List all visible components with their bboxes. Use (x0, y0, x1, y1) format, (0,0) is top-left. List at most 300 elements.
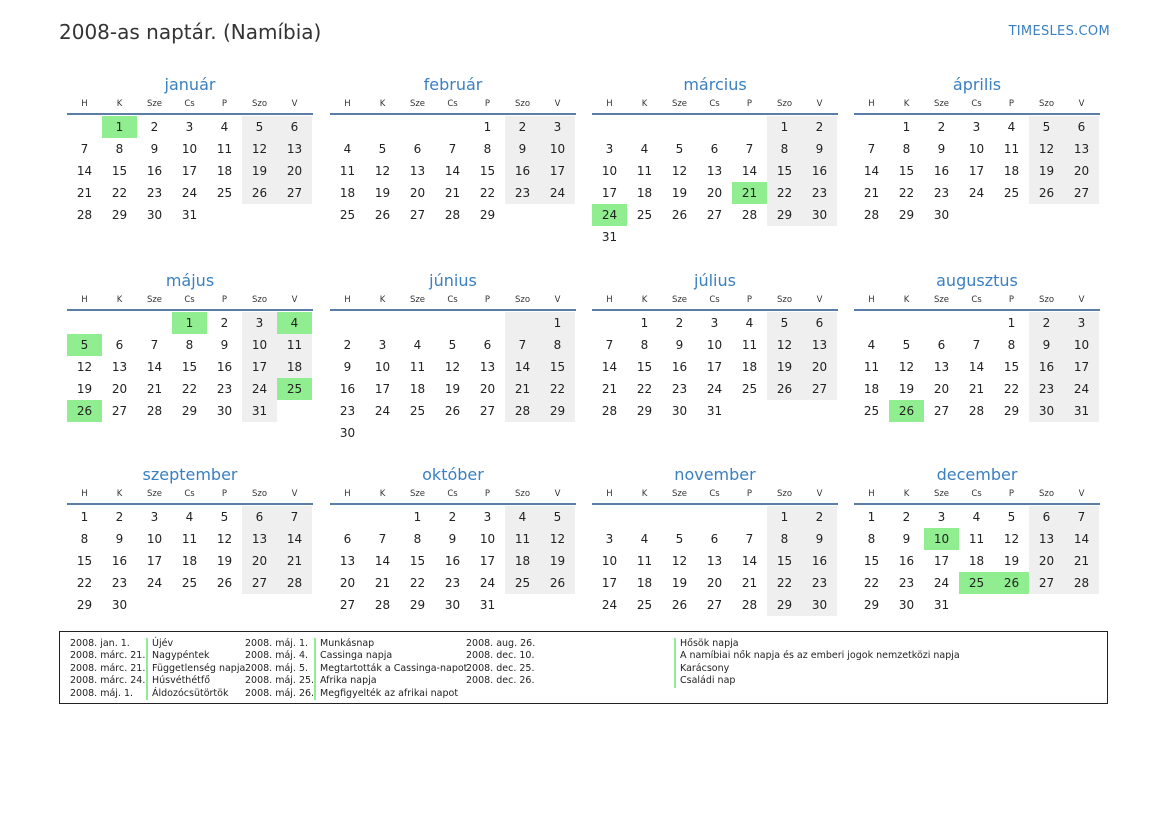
day-cell: 22 (540, 378, 575, 400)
day-cell: 3 (378, 338, 387, 352)
day-cell: 3 (605, 532, 614, 546)
day-cell: 6 (483, 338, 492, 352)
day-cell: 16 (216, 360, 233, 374)
day-cell: 16 (444, 554, 461, 568)
weekday-label: Cs (709, 489, 720, 499)
day-cell: 20 (802, 356, 837, 378)
weekday-label: Cs (971, 489, 982, 499)
day-cell: 8 (867, 532, 876, 546)
day-cell: 7 (972, 338, 981, 352)
day-cell: 13 (111, 360, 128, 374)
day-cell: 27 (1029, 572, 1064, 594)
day-cell: 17 (374, 382, 391, 396)
legend-holiday-name: Nagypéntek (146, 650, 210, 662)
day-cell: 27 (277, 182, 312, 204)
weekday-header (67, 292, 313, 311)
empty-cell (662, 506, 697, 528)
holiday-day-cell: 10 (924, 528, 959, 550)
legend-holiday-name: Húsvéthétfő (146, 675, 210, 687)
empty-cell (959, 312, 994, 334)
day-cell: 21 (146, 382, 163, 396)
weekday-label: Szo (251, 489, 268, 499)
month-name: február (423, 75, 483, 94)
day-cell: 23 (802, 182, 837, 204)
empty-cell (365, 506, 400, 528)
day-cell: 23 (146, 186, 163, 200)
day-cell: 9 (1029, 334, 1064, 356)
day-cell: 16 (339, 382, 356, 396)
weekday-label: V (291, 295, 298, 305)
legend-date: 2008. dec. 26. (466, 675, 535, 687)
weekday-label: P (221, 99, 228, 109)
weekday-label: Sze (933, 99, 950, 109)
day-cell: 9 (220, 338, 229, 352)
day-cell: 29 (409, 598, 426, 612)
day-cell: 9 (675, 338, 684, 352)
holiday-legend (59, 631, 1108, 704)
weekday-label: K (903, 99, 910, 109)
weekday-label: Cs (709, 99, 720, 109)
month-10 (330, 464, 576, 616)
weekday-header (592, 486, 838, 505)
legend-holiday-name: Megtartották a Cassinga-napot (314, 663, 467, 675)
day-cell: 16 (933, 164, 950, 178)
weekday-label: H (81, 295, 88, 305)
day-cell: 18 (636, 576, 653, 590)
day-cell: 11 (505, 528, 540, 550)
day-cell: 19 (374, 186, 391, 200)
day-cell: 30 (146, 208, 163, 222)
day-cell: 11 (1003, 142, 1020, 156)
empty-cell (505, 312, 540, 334)
day-cell: 14 (374, 554, 391, 568)
day-cell: 30 (898, 598, 915, 612)
weekday-label: K (903, 489, 910, 499)
day-cell: 7 (605, 338, 614, 352)
day-cell: 10 (601, 164, 618, 178)
day-cell: 31 (181, 208, 198, 222)
day-cell: 14 (444, 164, 461, 178)
day-cell: 11 (863, 360, 880, 374)
day-cell: 12 (540, 528, 575, 550)
day-cell: 16 (802, 160, 837, 182)
day-cell: 17 (968, 164, 985, 178)
weekday-label: P (1008, 295, 1015, 305)
day-cell: 19 (671, 186, 688, 200)
day-cell: 20 (409, 186, 426, 200)
day-cell: 15 (863, 554, 880, 568)
weekday-label: Cs (184, 99, 195, 109)
day-cell: 7 (505, 334, 540, 356)
day-cell: 16 (802, 550, 837, 572)
day-cell: 16 (505, 160, 540, 182)
weekday-header (592, 96, 838, 115)
day-grid (592, 506, 838, 616)
empty-cell (662, 116, 697, 138)
day-cell: 1 (640, 316, 649, 330)
day-cell: 12 (444, 360, 461, 374)
day-cell: 29 (540, 400, 575, 422)
day-cell: 1 (767, 506, 802, 528)
month-name: március (683, 75, 747, 94)
day-cell: 14 (601, 360, 618, 374)
empty-cell (592, 506, 627, 528)
weekday-label: V (1078, 295, 1085, 305)
day-cell: 3 (937, 510, 946, 524)
weekday-label: Szo (1038, 489, 1055, 499)
legend-holiday-name: Karácsony (674, 663, 729, 675)
day-cell: 6 (710, 142, 719, 156)
day-cell: 24 (1064, 378, 1099, 400)
day-cell: 6 (710, 532, 719, 546)
day-cell: 15 (409, 554, 426, 568)
day-cell: 11 (181, 532, 198, 546)
day-cell: 11 (636, 554, 653, 568)
day-cell: 22 (767, 182, 802, 204)
day-cell: 18 (277, 356, 312, 378)
day-cell: 8 (1007, 338, 1016, 352)
day-cell: 4 (745, 316, 754, 330)
day-cell: 10 (1064, 334, 1099, 356)
day-cell: 30 (802, 594, 837, 616)
weekday-label: P (221, 489, 228, 499)
legend-holiday-name: Hősök napja (674, 638, 739, 650)
weekday-label: P (484, 295, 491, 305)
day-cell: 28 (741, 598, 758, 612)
day-cell: 3 (540, 116, 575, 138)
day-cell: 18 (339, 186, 356, 200)
day-cell: 3 (242, 312, 277, 334)
day-cell: 12 (671, 164, 688, 178)
day-cell: 6 (937, 338, 946, 352)
day-cell: 20 (1064, 160, 1099, 182)
day-cell: 13 (706, 554, 723, 568)
day-cell: 20 (706, 576, 723, 590)
day-cell: 8 (413, 532, 422, 546)
day-grid (330, 116, 576, 226)
day-cell: 6 (1064, 116, 1099, 138)
empty-cell (697, 506, 732, 528)
day-cell: 18 (181, 554, 198, 568)
day-cell: 26 (374, 208, 391, 222)
weekday-label: Cs (184, 295, 195, 305)
weekday-label: Szo (514, 99, 531, 109)
day-cell: 18 (636, 186, 653, 200)
day-cell: 1 (540, 312, 575, 334)
day-cell: 15 (767, 550, 802, 572)
empty-cell (330, 116, 365, 138)
day-cell: 19 (444, 382, 461, 396)
day-cell: 29 (767, 204, 802, 226)
day-cell: 29 (898, 208, 915, 222)
day-cell: 30 (111, 598, 128, 612)
month-11 (592, 464, 838, 616)
day-cell: 5 (675, 142, 684, 156)
day-cell: 31 (706, 404, 723, 418)
day-cell: 26 (671, 208, 688, 222)
weekday-label: Szo (251, 295, 268, 305)
day-cell: 19 (216, 554, 233, 568)
day-cell: 5 (378, 142, 387, 156)
day-cell: 10 (146, 532, 163, 546)
legend-date: 2008. máj. 1. (245, 638, 309, 649)
day-cell: 24 (540, 182, 575, 204)
day-cell: 15 (767, 160, 802, 182)
weekday-header (330, 96, 576, 115)
day-cell: 30 (671, 404, 688, 418)
day-cell: 7 (867, 142, 876, 156)
weekday-label: Sze (671, 489, 688, 499)
day-cell: 19 (1003, 554, 1020, 568)
day-cell: 26 (767, 378, 802, 400)
day-cell: 7 (1064, 506, 1099, 528)
day-cell: 18 (1003, 164, 1020, 178)
day-cell: 20 (111, 382, 128, 396)
day-cell: 12 (216, 532, 233, 546)
day-cell: 17 (933, 554, 950, 568)
day-grid (67, 312, 313, 422)
day-cell: 25 (1003, 186, 1020, 200)
day-cell: 20 (706, 186, 723, 200)
day-cell: 9 (802, 138, 837, 160)
day-cell: 7 (150, 338, 159, 352)
day-cell: 11 (216, 142, 233, 156)
day-cell: 9 (448, 532, 457, 546)
page-title: 2008-as naptár. (Namíbia) (59, 20, 322, 44)
day-cell: 21 (505, 378, 540, 400)
legend-date: 2008. aug. 26. (466, 638, 536, 649)
legend-date: 2008. máj. 5. (245, 662, 309, 674)
day-grid (330, 506, 576, 616)
day-cell: 27 (1064, 182, 1099, 204)
day-cell: 17 (479, 554, 496, 568)
day-cell: 14 (968, 360, 985, 374)
weekday-label: P (746, 489, 753, 499)
holiday-day-cell: 26 (994, 572, 1029, 594)
day-cell: 7 (277, 506, 312, 528)
weekday-label: Sze (409, 99, 426, 109)
day-cell: 9 (505, 138, 540, 160)
empty-cell (854, 116, 889, 138)
day-cell: 23 (339, 404, 356, 418)
day-cell: 27 (111, 404, 128, 418)
day-cell: 28 (76, 208, 93, 222)
weekday-label: H (868, 99, 875, 109)
day-cell: 28 (277, 572, 312, 594)
legend-date: 2008. máj. 26. (245, 687, 315, 699)
day-cell: 11 (339, 164, 356, 178)
day-cell: 4 (867, 338, 876, 352)
weekday-label: H (868, 295, 875, 305)
day-cell: 13 (242, 528, 277, 550)
weekday-label: P (1008, 489, 1015, 499)
weekday-label: Cs (447, 489, 458, 499)
weekday-label: K (903, 295, 910, 305)
day-cell: 22 (181, 382, 198, 396)
empty-cell (627, 116, 662, 138)
day-cell: 10 (181, 142, 198, 156)
day-cell: 8 (640, 338, 649, 352)
empty-cell (592, 116, 627, 138)
holiday-day-cell: 4 (277, 312, 312, 334)
day-cell: 13 (277, 138, 312, 160)
legend-date: 2008. jan. 1. (70, 638, 130, 649)
weekday-label: Sze (409, 489, 426, 499)
weekday-label: Cs (709, 295, 720, 305)
day-cell: 27 (933, 404, 950, 418)
day-cell: 29 (479, 208, 496, 222)
day-cell: 19 (1029, 160, 1064, 182)
day-grid (67, 116, 313, 226)
day-cell: 27 (479, 404, 496, 418)
day-cell: 1 (483, 120, 492, 134)
weekday-label: V (816, 295, 823, 305)
day-cell: 5 (1007, 510, 1016, 524)
month-name: szeptember (142, 465, 238, 484)
day-cell: 1 (1007, 316, 1016, 330)
weekday-label: H (868, 489, 875, 499)
holiday-day-cell: 24 (592, 204, 627, 226)
day-cell: 11 (409, 360, 426, 374)
day-cell: 14 (741, 164, 758, 178)
day-cell: 23 (111, 576, 128, 590)
day-cell: 4 (343, 142, 352, 156)
day-cell: 8 (902, 142, 911, 156)
empty-cell (435, 312, 470, 334)
day-cell: 9 (802, 528, 837, 550)
day-cell: 29 (1003, 404, 1020, 418)
weekday-label: Sze (146, 295, 163, 305)
weekday-label: Sze (671, 295, 688, 305)
day-cell: 29 (111, 208, 128, 222)
day-grid (67, 506, 313, 616)
day-cell: 13 (706, 164, 723, 178)
weekday-label: K (379, 295, 386, 305)
empty-cell (365, 116, 400, 138)
day-grid (592, 116, 838, 248)
month-1 (67, 74, 313, 226)
weekday-label: V (554, 295, 561, 305)
day-cell: 12 (76, 360, 93, 374)
day-cell: 22 (636, 382, 653, 396)
day-cell: 13 (802, 334, 837, 356)
day-cell: 6 (343, 532, 352, 546)
day-cell: 8 (767, 528, 802, 550)
day-cell: 17 (1064, 356, 1099, 378)
day-cell: 18 (216, 164, 233, 178)
day-cell: 28 (863, 208, 880, 222)
weekday-label: Cs (447, 99, 458, 109)
holiday-day-cell: 1 (172, 312, 207, 334)
day-cell: 19 (898, 382, 915, 396)
weekday-label: Cs (971, 295, 982, 305)
day-cell: 17 (540, 160, 575, 182)
day-cell: 30 (339, 426, 356, 440)
day-cell: 30 (802, 204, 837, 226)
weekday-label: H (344, 295, 351, 305)
weekday-label: H (606, 489, 613, 499)
weekday-header (854, 292, 1100, 311)
legend-holiday-name: A namíbiai nők napja és az emberi jogok nemzetközi napja (674, 650, 960, 662)
day-cell: 15 (181, 360, 198, 374)
empty-cell (400, 116, 435, 138)
day-cell: 13 (933, 360, 950, 374)
weekday-label: P (1008, 99, 1015, 109)
day-cell: 4 (640, 532, 649, 546)
day-cell: 22 (409, 576, 426, 590)
day-cell: 18 (409, 382, 426, 396)
weekday-label: K (379, 99, 386, 109)
day-cell: 27 (339, 598, 356, 612)
day-cell: 24 (479, 576, 496, 590)
day-cell: 18 (741, 360, 758, 374)
day-cell: 23 (444, 576, 461, 590)
day-cell: 27 (706, 208, 723, 222)
day-cell: 5 (242, 116, 277, 138)
day-cell: 12 (242, 138, 277, 160)
weekday-header (67, 96, 313, 115)
weekday-label: Sze (933, 295, 950, 305)
legend-holiday-name: Családi nap (674, 675, 735, 687)
weekday-label: K (379, 489, 386, 499)
day-cell: 18 (968, 554, 985, 568)
day-cell: 7 (745, 142, 754, 156)
day-cell: 3 (710, 316, 719, 330)
day-cell: 15 (1003, 360, 1020, 374)
day-cell: 22 (76, 576, 93, 590)
day-cell: 23 (671, 382, 688, 396)
empty-cell (470, 312, 505, 334)
day-cell: 15 (898, 164, 915, 178)
weekday-header (854, 96, 1100, 115)
day-cell: 20 (242, 550, 277, 572)
legend-date: 2008. máj. 4. (245, 650, 309, 662)
day-grid (330, 312, 576, 444)
day-cell: 7 (80, 142, 89, 156)
legend-holiday-name: Megfigyelték az afrikai napot (314, 688, 458, 700)
day-cell: 3 (605, 142, 614, 156)
holiday-day-cell: 26 (67, 400, 102, 422)
month-name: május (165, 271, 215, 290)
day-cell: 26 (216, 576, 233, 590)
weekday-label: V (554, 99, 561, 109)
empty-cell (732, 116, 767, 138)
day-cell: 2 (802, 506, 837, 528)
day-cell: 14 (277, 528, 312, 550)
day-cell: 21 (968, 382, 985, 396)
empty-cell (697, 116, 732, 138)
day-cell: 12 (898, 360, 915, 374)
day-cell: 10 (374, 360, 391, 374)
day-cell: 8 (185, 338, 194, 352)
month-8 (854, 270, 1100, 422)
day-cell: 29 (863, 598, 880, 612)
brand-link[interactable]: TIMESLES.COM (1008, 24, 1110, 39)
day-cell: 6 (115, 338, 124, 352)
day-cell: 24 (601, 598, 618, 612)
weekday-label: K (116, 99, 123, 109)
legend-date: 2008. máj. 25. (245, 675, 315, 687)
day-cell: 5 (902, 338, 911, 352)
empty-cell (435, 116, 470, 138)
day-cell: 2 (115, 510, 124, 524)
empty-cell (102, 312, 137, 334)
day-cell: 25 (505, 572, 540, 594)
weekday-label: H (81, 489, 88, 499)
empty-cell (67, 116, 102, 138)
legend-date: 2008. dec. 25. (466, 662, 535, 674)
weekday-label: K (116, 295, 123, 305)
